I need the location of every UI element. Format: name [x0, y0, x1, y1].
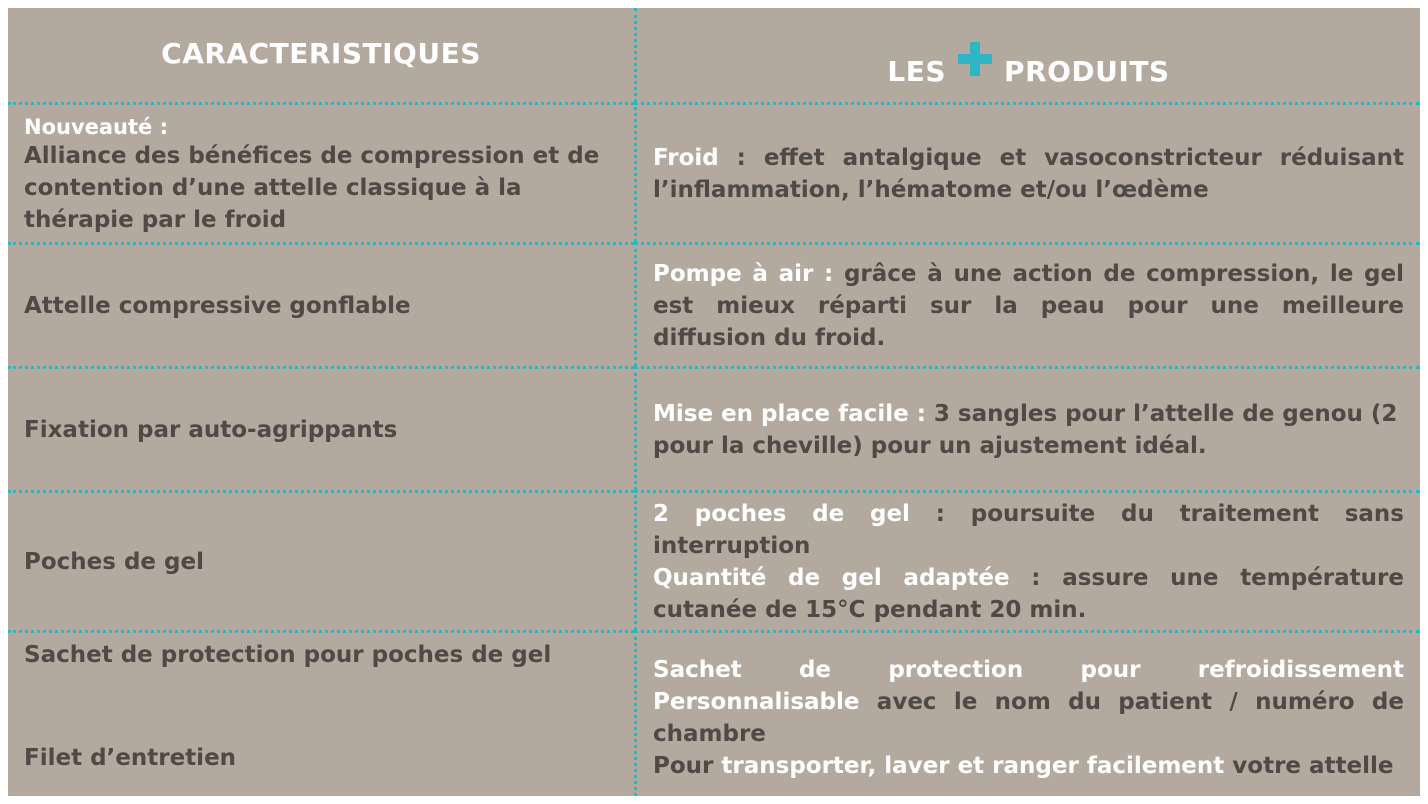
row-4-item-1-text: : poursuite du traitement sans interruption [653, 500, 1404, 559]
row-2-product [634, 242, 1420, 366]
row-1-right-paragraph [653, 142, 1404, 206]
plus-icon [958, 42, 992, 76]
row-2-right-text: grâce à une action de compression, le gel est mieux réparti sur la peau pour une meilleure diffusion du froid. [653, 260, 1404, 351]
header-left-label: CARACTERISTIQUES [161, 37, 481, 70]
row-5-right-item-2 [653, 686, 1404, 750]
row-4-item-1-highlight: 2 poches de gel [653, 500, 910, 527]
row-4-characteristic [8, 490, 634, 630]
row-5-item-3-pre: Pour [653, 752, 722, 779]
row-3-right-paragraph [653, 398, 1404, 462]
row-5-right-line-1: Sachet de protection pour refroidissement [653, 656, 1404, 683]
header-products [634, 8, 1420, 102]
row-2-left-text: Attelle compressive gonflable [24, 292, 411, 319]
row-3-highlight: Mise en place facile : [653, 400, 926, 427]
row-1-left-text: Alliance des bénéfices de compression et de contention d’une attelle classique à la thérapie par le froid [24, 142, 600, 233]
row-5-right-item-3 [653, 750, 1404, 782]
row-3-right-text: 3 sangles pour l’attelle de genou (2 pour la cheville) pour un ajustement idéal. [653, 400, 1398, 459]
row-4-right-item-1 [653, 498, 1404, 562]
row-5-item-2-text: avec le nom du patient / numéro de chambre [653, 688, 1404, 747]
row-5-characteristic [8, 630, 634, 796]
row-5-item-2-highlight: Personnalisable [653, 688, 860, 715]
header-right-prefix: LES [887, 55, 947, 88]
row-5-product [634, 630, 1420, 796]
row-2-characteristic [8, 242, 634, 366]
header-right-suffix: PRODUITS [1004, 55, 1170, 88]
row-3-product [634, 366, 1420, 490]
row-1-highlight: Froid [653, 144, 719, 171]
row-5-item-3-highlight: transporter, laver et ranger facilement [721, 752, 1225, 779]
row-5-left-bottom: Filet d’entretien [24, 745, 237, 771]
row-4-product [634, 490, 1420, 630]
row-1-title: Nouveauté : [24, 114, 168, 139]
row-4-item-2-highlight: Quantité de gel adaptée [653, 564, 1010, 591]
row-5-left-top: Sachet de protection pour poches de gel [24, 642, 552, 668]
row-2-highlight: Pompe à air : [653, 260, 834, 287]
features-table [8, 8, 1420, 796]
row-1-product [634, 102, 1420, 242]
row-3-left-text: Fixation par auto-agrippants [24, 416, 398, 443]
row-4-right-item-2 [653, 562, 1404, 626]
row-2-right-paragraph [653, 258, 1404, 354]
row-1-right-text: : effet antalgique et vasoconstricteur réduisant l’inflammation, l’hématome et/ou l’œdème [653, 144, 1404, 203]
row-4-item-2-text: : assure une température cutanée de 15°C pendant 20 min. [653, 564, 1404, 623]
row-1-characteristic [8, 102, 634, 242]
row-3-characteristic [8, 366, 634, 490]
row-5-item-3-post: votre attelle [1224, 752, 1394, 779]
row-4-left-text: Poches de gel [24, 548, 204, 575]
header-characteristics [8, 8, 634, 102]
